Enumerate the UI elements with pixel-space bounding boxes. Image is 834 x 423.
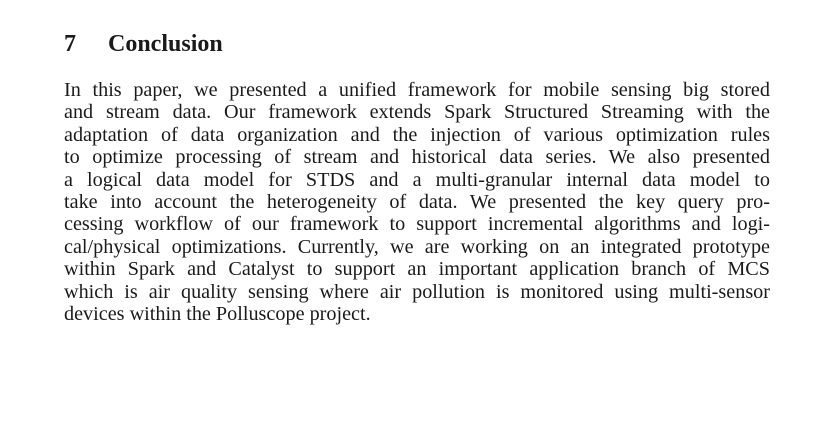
paragraph-line: to optimize processing of stream and historical data series. We also presented [64, 146, 770, 169]
paragraph-line: cessing workflow of our framework to support incremental algorithms and logi- [64, 213, 770, 236]
section-number: 7 [64, 31, 76, 57]
paragraph-line: and stream data. Our framework extends Spark Structured Streaming with the [64, 101, 770, 124]
paragraph-line: devices within the Polluscope project. [64, 302, 371, 325]
paragraph-line: within Spark and Catalyst to support an important application branch of MCS [64, 258, 770, 281]
conclusion-paragraph [64, 79, 770, 325]
paragraph-line: adaptation of data organization and the injection of various optimization rules [64, 123, 770, 146]
section-title: Conclusion [108, 31, 223, 57]
paragraph-line: cal/physical optimizations. Currently, we are working on an integrated prototype [64, 235, 770, 258]
paragraph-line: which is air quality sensing where air pollution is monitored using multi-sensor [64, 280, 770, 303]
paragraph-line: a logical data model for STDS and a multi-granular internal data model to [64, 168, 770, 191]
paragraph-line: take into account the heterogeneity of data. We presented the key query pro- [64, 190, 770, 213]
section-heading [64, 30, 223, 58]
paragraph-line: In this paper, we presented a unified framework for mobile sensing big stored [64, 79, 770, 101]
